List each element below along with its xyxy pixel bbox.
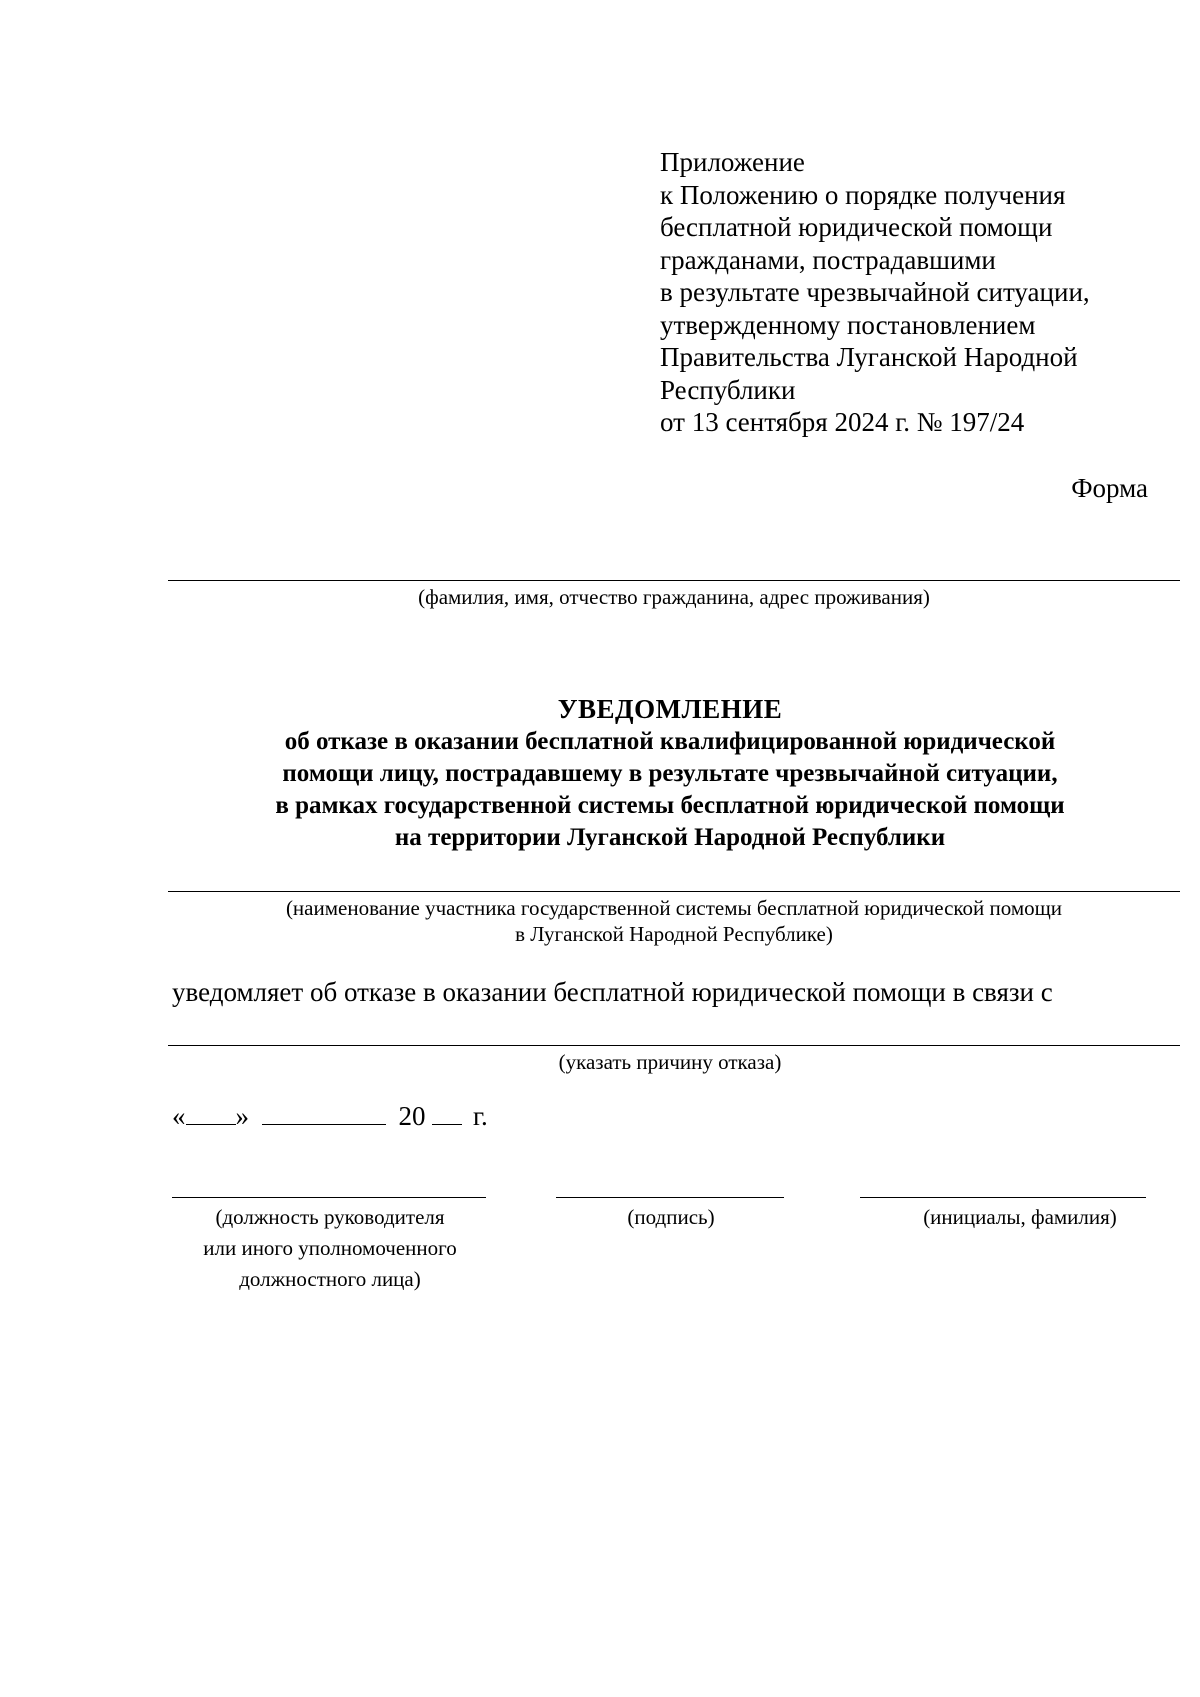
document-title (160, 692, 1180, 854)
year-suffix: г. (473, 1101, 488, 1131)
position-caption-line: (должность руководителя (215, 1205, 445, 1229)
day-blank[interactable] (186, 1100, 236, 1125)
notice-text: уведомляет об отказе в оказании бесплатной юридической помощи в связи с (172, 977, 1053, 1007)
citizen-fill-line (168, 580, 1180, 581)
year-blank[interactable] (432, 1100, 462, 1125)
date-open-quote: « (172, 1101, 186, 1131)
title-main: УВЕДОМЛЕНИЕ (557, 694, 783, 724)
year-prefix: 20 (398, 1101, 426, 1131)
name-fill-line (860, 1197, 1146, 1198)
participant-caption-line: в Луганской Народной Республике) (515, 922, 833, 946)
title-line: на территории Луганской Народной Республики (394, 824, 946, 851)
appendix-reference (660, 146, 1180, 439)
form-label: Форма (1071, 473, 1148, 503)
name-caption: (инициалы, фамилия) (923, 1205, 1117, 1229)
appendix-line: утвержденному постановлением (660, 309, 1036, 340)
appendix-line: Правительства Луганской Народной (660, 342, 1078, 372)
position-caption-line: должностного лица) (239, 1267, 421, 1291)
date-field (172, 1100, 488, 1132)
signature-fill-line (556, 1197, 784, 1198)
appendix-line: в результате чрезвычайной ситуации, (660, 277, 1090, 307)
appendix-line: к Положению о порядке получения (660, 179, 1066, 210)
appendix-line: Республики (660, 374, 796, 405)
reason-fill-line (168, 1045, 1180, 1046)
appendix-line: гражданами, пострадавшими (660, 244, 996, 275)
position-fill-line (172, 1197, 486, 1198)
participant-caption-line: (наименование участника государственной системы бесплатной юридической помощи (285, 896, 1063, 920)
position-caption (160, 1202, 500, 1295)
reason-caption: (указать причину отказа) (558, 1050, 782, 1074)
appendix-line: от 13 сентября 2024 г. № 197/24 (660, 407, 1025, 437)
title-line: в рамках государственной системы бесплатной юридической помощи (275, 792, 1065, 819)
month-blank[interactable] (262, 1100, 386, 1125)
signature-caption: (подпись) (627, 1205, 715, 1229)
title-line: помощи лицу, пострадавшему в результате чрезвычайной ситуации, (282, 760, 1058, 787)
title-line: об отказе в оказании бесплатной квалифицированной юридической (284, 728, 1056, 755)
citizen-caption: (фамилия, имя, отчество гражданина, адрес проживания) (418, 585, 930, 609)
participant-caption (168, 895, 1180, 947)
position-caption-line: или иного уполномоченного (203, 1236, 457, 1260)
date-close-quote: » (235, 1101, 249, 1131)
appendix-line: Приложение (660, 147, 805, 177)
appendix-line: бесплатной юридической помощи (660, 212, 1053, 242)
participant-fill-line (168, 891, 1180, 892)
